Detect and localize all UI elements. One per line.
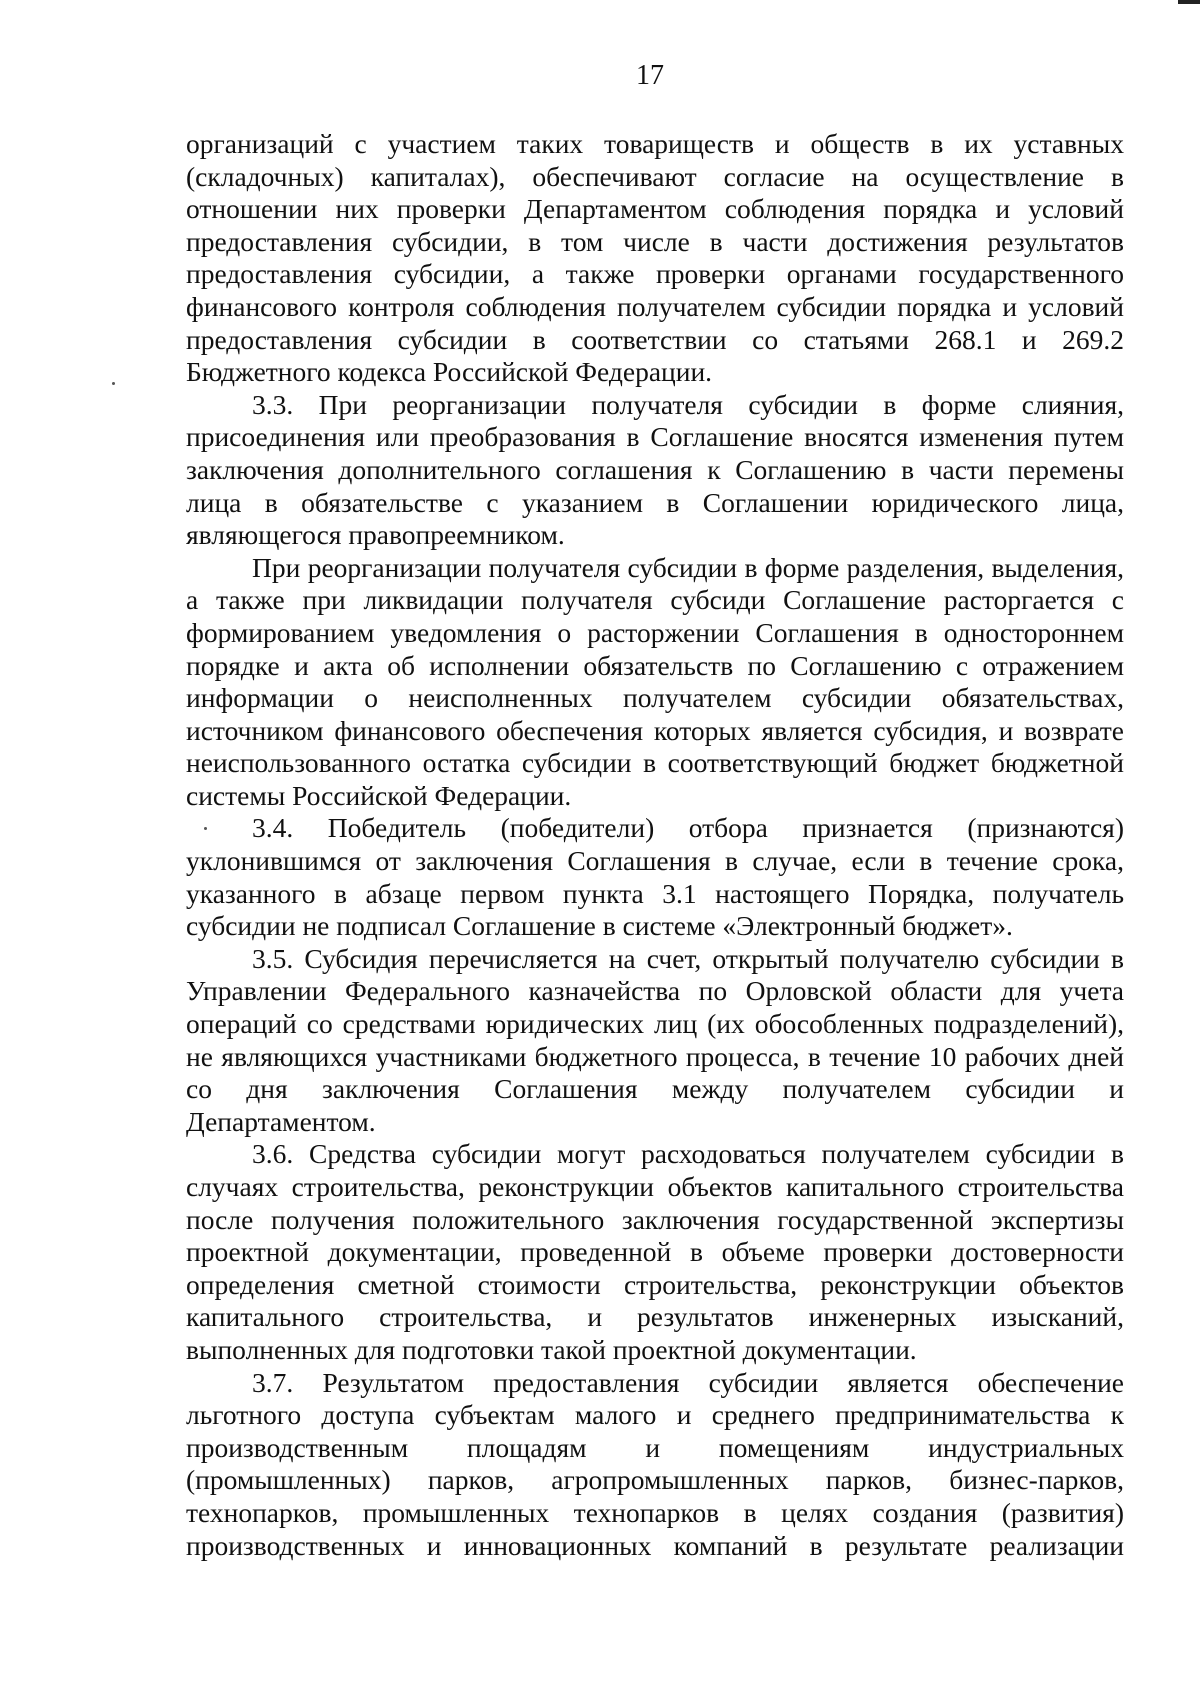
paragraph-3-3: 3.3. При реорганизации получателя субсидии в форме слияния, присоединения или преобразования в Соглашение вносятся изменения путем заключения дополнительного соглашения к Соглашению в части перемены лица в обязательстве с указанием в Соглашении юридического лица, являющегося правопреемником. [186, 388, 1124, 551]
paragraph-3-6: 3.6. Средства субсидии могут расходоваться получателем субсидии в случаях строительства, реконструкции объектов капитального строительства после получения положительного заключения государственной экспертизы проектной документации, проведенной в объеме проверки достоверности определения сметной стоимости строительства, реконструкции объектов капитального строительства, и результатов инженерных изысканий, выполненных для подготовки такой проектной документации. [186, 1138, 1124, 1365]
paragraph-3-7: 3.7. Результатом предоставления субсидии является обеспечение льготного доступа субъектам малого и среднего предпринимательства к производственным площадям и помещениям индустриальных (промышленных) парков, агропромышленных парков, бизнес-парков, технопарков, промышленных технопарков в целях создания (развития) производственных и инновационных компаний в результате реализации [186, 1366, 1124, 1561]
paragraph-3-4: 3.4. Победитель (победители) отбора признается (признаются) уклонившимся от заключения Соглашения в случае, если в течение срока, указанного в абзаце первом пункта 3.1 настоящего Порядка, получатель субсидии не подписал Соглашение в системе «Электронный бюджет». [186, 812, 1124, 942]
scan-speck [112, 382, 115, 385]
paragraph-3-5: 3.5. Субсидия перечисляется на счет, открытый получателю субсидии в Управлении Федерального казначейства по Орловской области для учета операций со средствами юридических лиц (их обособленных подразделений), не являющихся участниками бюджетного процесса, в течение 10 рабочих дней со дня заключения Соглашения между получателем субсидии и Департаментом. [186, 942, 1124, 1137]
paragraph-continuation: организаций с участием таких товариществ и обществ в их уставных (складочных) капиталах), обеспечивают согласие на осуществление в отношении них проверки Департаментом соблюдения порядка и условий предоставления субсидии, в том числе в части достижения результатов предоставления субсидии, а также проверки органами государственного финансового контроля соблюдения получателем субсидии порядка и условий предоставления субсидии в соответствии со статьями 268.1 и 269.2 Бюджетного кодекса Российской Федерации. [186, 128, 1124, 388]
page-edge-mark [1178, 0, 1200, 4]
document-body [186, 128, 1124, 1562]
page-number: 17 [636, 60, 664, 91]
paragraph-reorganization-division: При реорганизации получателя субсидии в форме разделения, выделения, а также при ликвидации получателя субсиди Соглашение расторгается с формированием уведомления о расторжении Соглашения в одностороннем порядке и акта об исполнении обязательств по Соглашению с отражением информации о неисполненных получателем субсидии обязательствах, источником финансового обеспечения которых является субсидия, и возврате неиспользованного остатка субсидии в соответствующий бюджет бюджетной системы Российской Федерации. [186, 551, 1124, 811]
